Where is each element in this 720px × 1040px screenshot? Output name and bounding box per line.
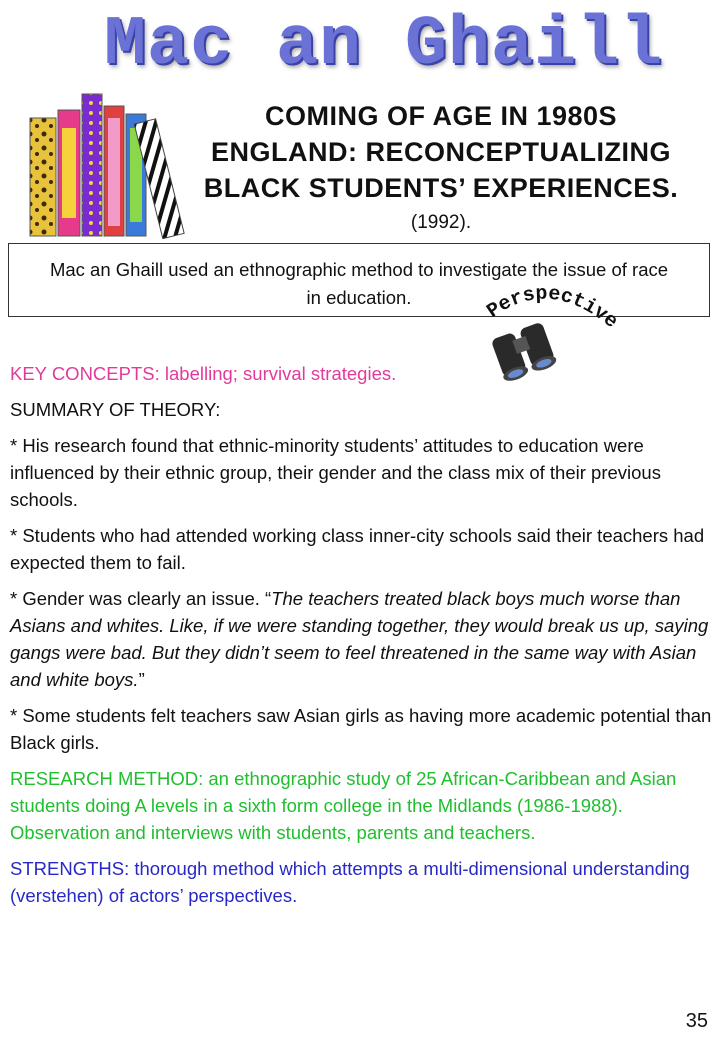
subtitle-line-1: COMING OF AGE IN 1980S bbox=[264, 101, 618, 131]
subtitle-line-3: BLACK STUDENTS’ EXPERIENCES. bbox=[203, 173, 679, 203]
books-illustration bbox=[26, 88, 186, 240]
point-1: * His research found that ethnic-minority students’ attitudes to education were influenced by their ethnic group, their gender and the class mix of their previous schools. bbox=[10, 435, 661, 510]
subtitle-line-2: ENGLAND: RECONCEPTUALIZING bbox=[211, 137, 671, 167]
point-3-close: ” bbox=[138, 669, 145, 690]
key-concepts: KEY CONCEPTS: labelling; survival strategies. bbox=[10, 363, 397, 384]
summary-text: Mac an Ghaill used an ethnographic method to investigate the issue of race in education. bbox=[49, 259, 669, 308]
summary-heading: SUMMARY OF THEORY: bbox=[10, 399, 221, 420]
research-method: RESEARCH METHOD: an ethnographic study of 25 African-Caribbean and Asian students doing A levels in a sixth form college in the Midlands (1986-1988). Observation and interviews with students, parents and teachers. bbox=[10, 768, 677, 843]
perspective-label: Perspective bbox=[483, 282, 622, 334]
point-3 bbox=[10, 585, 712, 693]
point-2: * Students who had attended working class inner-city schools said their teachers had expected them to fail. bbox=[10, 525, 705, 573]
subtitle bbox=[186, 98, 696, 206]
point-3-quote: The teachers treated black boys much worse than Asians and whites. Like, if we were standing together, they would break us up, saying gangs were bad. But they didn’t seem to feel threatened in the same way with Asian and white boys. bbox=[10, 588, 709, 690]
publication-year: (1992). bbox=[410, 212, 472, 233]
point-4: * Some students felt teachers saw Asian girls as having more academic potential than Black girls. bbox=[10, 705, 712, 753]
page-title: Mac an Ghaill bbox=[104, 6, 664, 85]
point-3-intro: * Gender was clearly an issue. “ bbox=[10, 588, 272, 609]
page-number: 35 bbox=[685, 1010, 708, 1032]
svg-text:Perspective bbox=[483, 283, 622, 334]
strengths: STRENGTHS: thorough method which attempts a multi-dimensional understanding (verstehen) of actors’ perspectives. bbox=[10, 858, 690, 906]
content bbox=[10, 360, 712, 918]
